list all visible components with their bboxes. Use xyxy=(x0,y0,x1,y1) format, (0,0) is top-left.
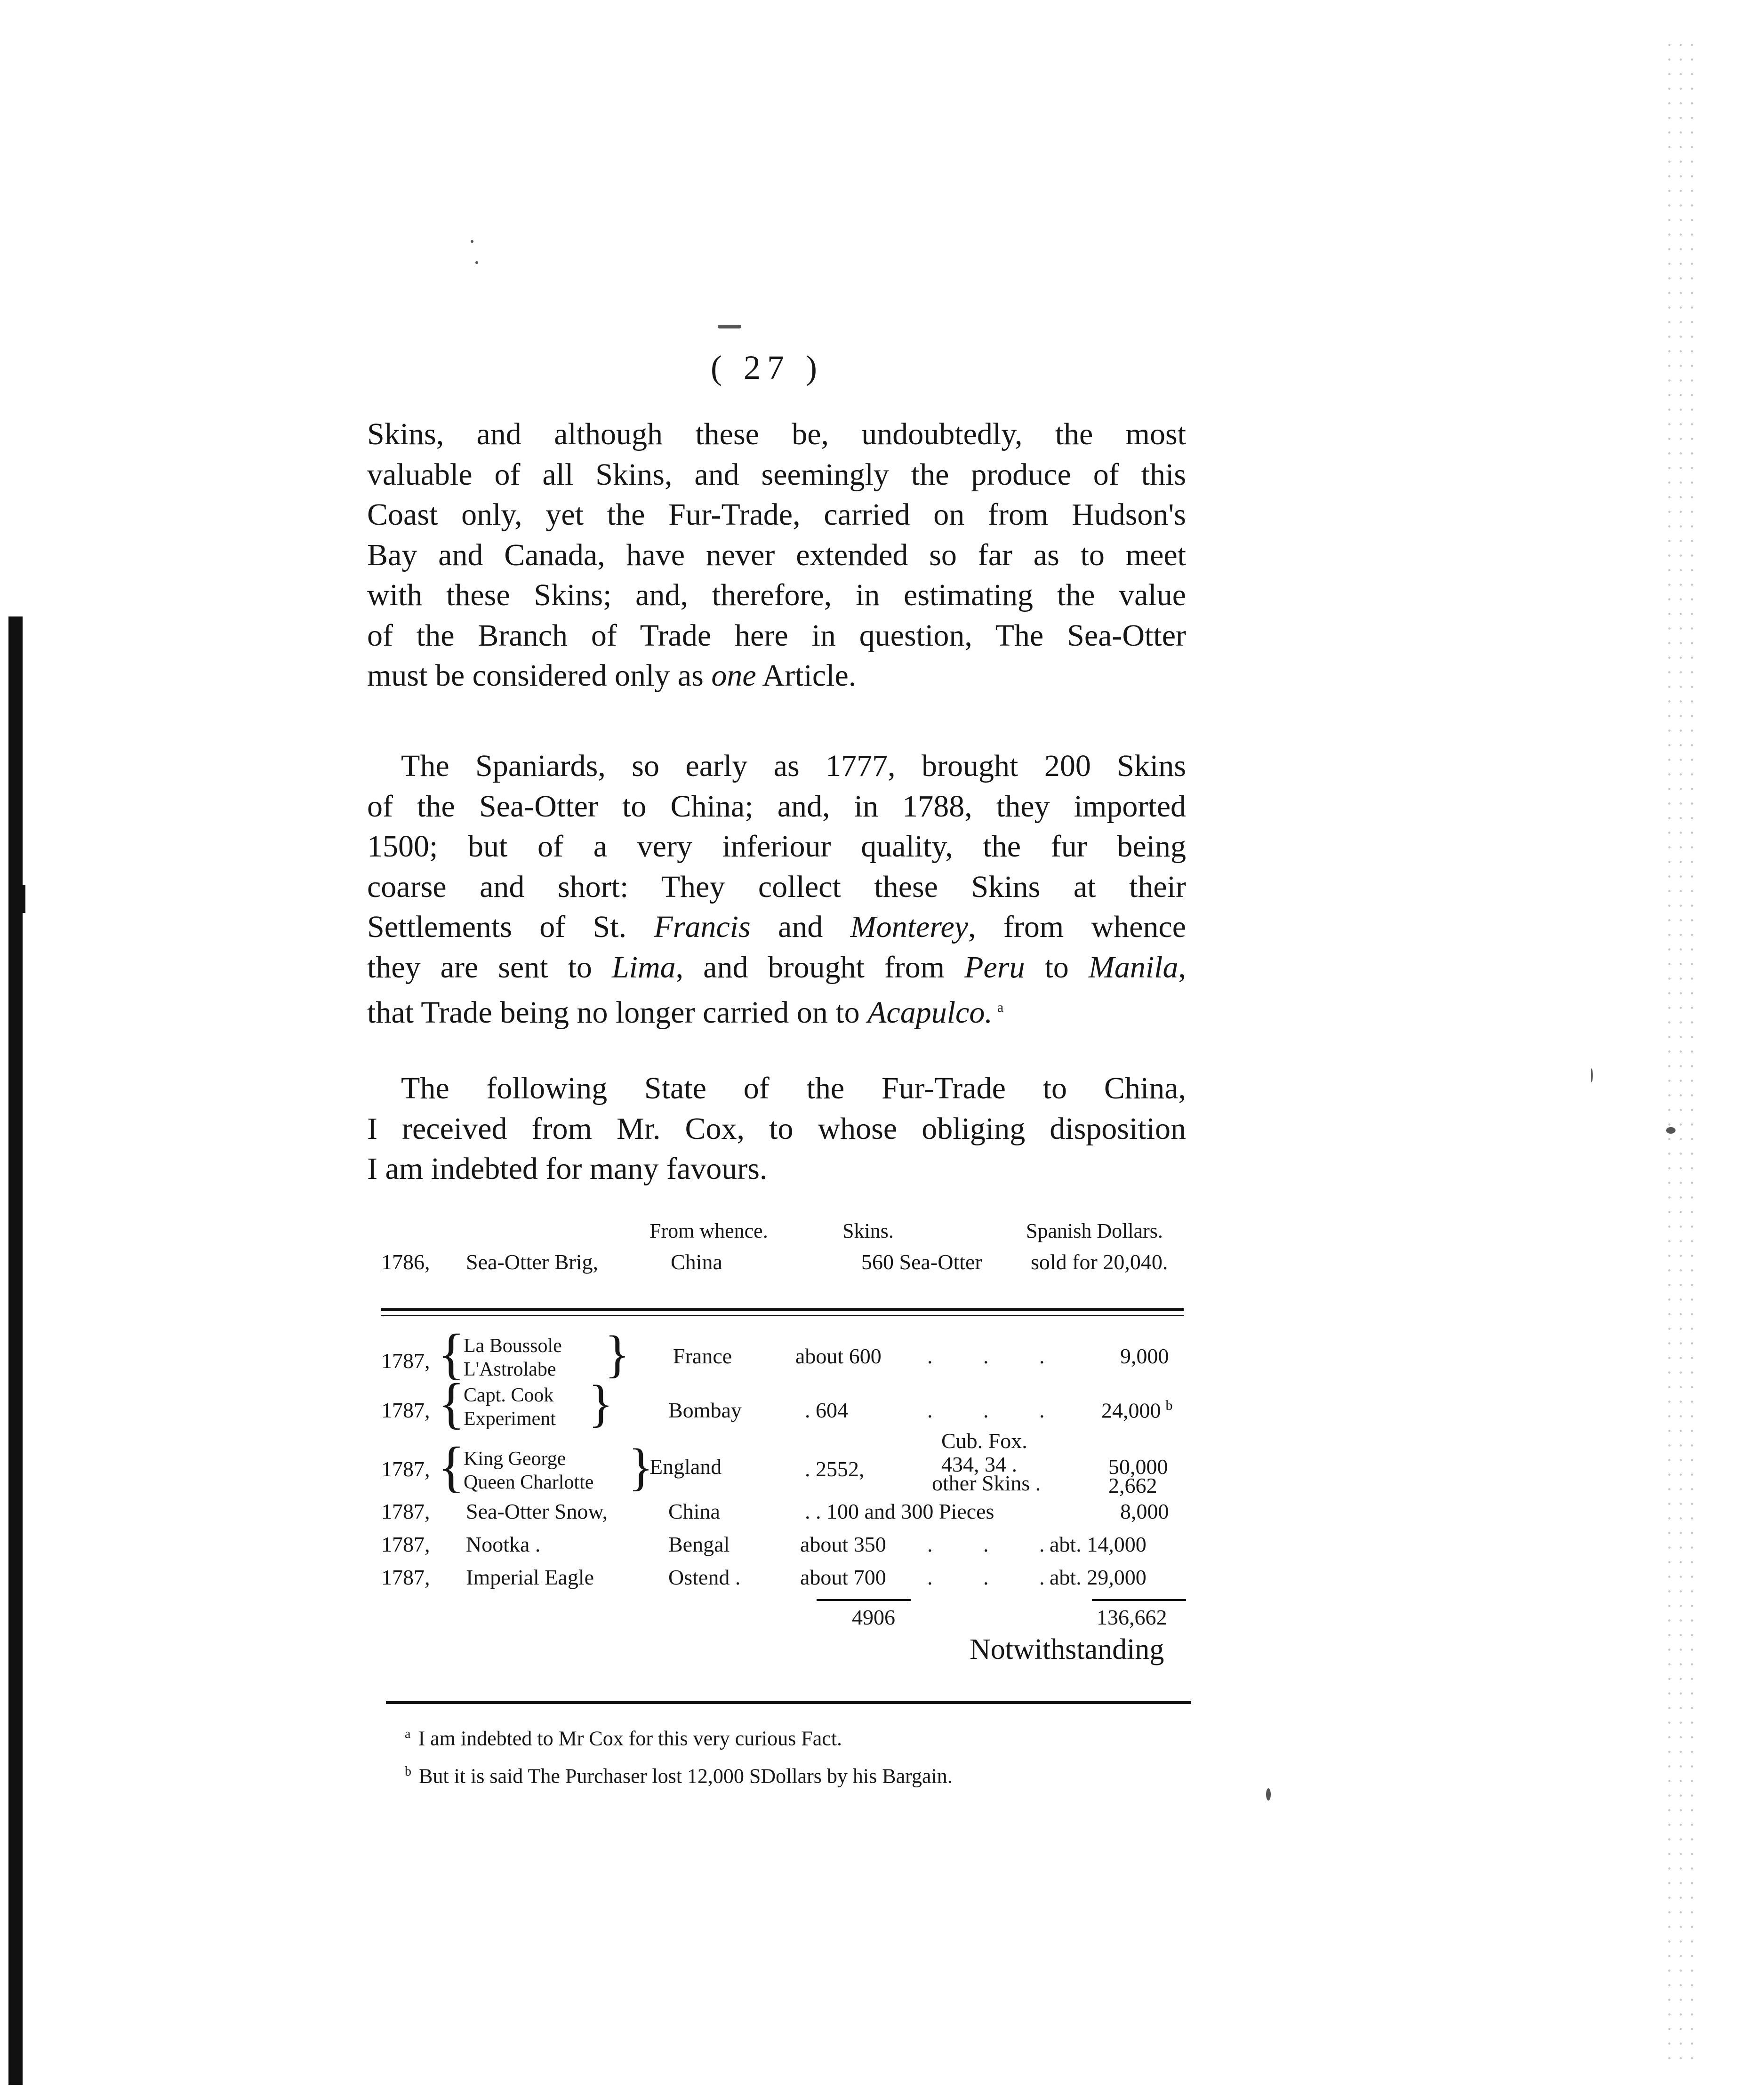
year: 1787, xyxy=(381,1532,430,1556)
left-brace: { xyxy=(438,1372,465,1434)
skins: about 700 xyxy=(800,1565,886,1589)
speck xyxy=(475,261,478,264)
text-line: I am indebted for many favours. xyxy=(367,1152,768,1186)
speck xyxy=(471,240,473,243)
speck xyxy=(1266,1788,1271,1801)
table-row xyxy=(381,1499,1191,1532)
skins: about 350 xyxy=(800,1532,886,1556)
dollars-total: 136,662 xyxy=(1097,1605,1167,1629)
from: China xyxy=(668,1499,720,1523)
vessel: L'Astrolabe xyxy=(464,1359,556,1380)
text-line: Coast only, yet the Fur-Trade, carried on from Hudson's xyxy=(367,497,1186,532)
paragraph-3 xyxy=(367,1068,1186,1189)
text-line xyxy=(367,947,1186,988)
catchword: Notwithstanding xyxy=(970,1633,1164,1665)
text-run: Settlements of St. xyxy=(367,910,654,944)
table-row-1786 xyxy=(381,1249,1191,1282)
footnote-ref: a xyxy=(997,1000,1004,1015)
footnote-text: I am indebted to Mr Cox for this very curious Fact. xyxy=(418,1727,842,1750)
text-line xyxy=(367,987,1186,1033)
left-brace: { xyxy=(438,1435,465,1498)
speck xyxy=(718,325,741,328)
table-row xyxy=(381,1565,1191,1598)
text-line: of the Branch of Trade here in question, The Sea-Otter xyxy=(367,618,1186,653)
text-line: Bay and Canada, have never extended so far as to meet xyxy=(367,537,1186,572)
footnote-ref: b xyxy=(1165,1398,1173,1413)
text-line: 1500; but of a very inferiour quality, the fur being xyxy=(367,829,1186,864)
footnotes xyxy=(405,1718,953,1793)
speck xyxy=(1591,1068,1593,1082)
text-line: The following State of the Fur-Trade to China, xyxy=(401,1071,1186,1105)
scan-edge-speckle xyxy=(1664,38,1697,2061)
vessel: King George xyxy=(464,1448,566,1470)
dollars: 8,000 xyxy=(1120,1499,1169,1523)
header-dollars: Spanish Dollars. xyxy=(1026,1219,1163,1242)
text-line: valuable of all Skins, and seemingly the produce of this xyxy=(367,457,1186,492)
table-row xyxy=(381,1532,1191,1565)
speck xyxy=(1666,1127,1676,1134)
footnote-mark: a xyxy=(405,1727,411,1741)
skins: . 604 xyxy=(805,1398,848,1422)
italic-word: one xyxy=(711,658,756,693)
paragraph-2 xyxy=(367,746,1186,1033)
year: 1787, xyxy=(381,1398,430,1422)
dollars: abt. 29,000 xyxy=(1050,1565,1147,1589)
table-double-rule xyxy=(381,1308,1184,1316)
skins: 560 Sea-Otter xyxy=(861,1250,982,1274)
left-brace: { xyxy=(438,1322,465,1385)
cub-fox-label: Cub. Fox. xyxy=(941,1429,1027,1453)
vessel-names xyxy=(442,1447,593,1494)
place-name: Francis xyxy=(654,910,751,944)
year: 1787, xyxy=(381,1349,430,1373)
scan-edge-bar xyxy=(8,616,23,2085)
year: 1787, xyxy=(381,1457,430,1481)
from: Bengal xyxy=(668,1532,730,1556)
text-line: The Spaniards, so early as 1777, brought 200 Skins xyxy=(401,749,1186,783)
year: 1786, xyxy=(381,1250,430,1274)
extra-skins: 434, 34 . xyxy=(941,1452,1017,1476)
text-line: Skins, and although these be, undoubtedly, the most xyxy=(367,417,1186,451)
text-run: Article. xyxy=(756,658,857,693)
table-row xyxy=(381,1322,1191,1386)
dollars: 9,000 xyxy=(1120,1344,1169,1368)
skins-total: 4906 xyxy=(852,1605,895,1629)
text-run: , and brought from xyxy=(675,950,965,984)
from: China xyxy=(671,1250,722,1274)
table-header xyxy=(381,1219,1191,1252)
dots: . . . xyxy=(927,1344,1067,1368)
skins-total-rule xyxy=(817,1599,911,1601)
vessel: La Boussole xyxy=(464,1335,562,1357)
footnote-rule xyxy=(386,1701,1191,1704)
dollars: sold for 20,040. xyxy=(1031,1250,1168,1274)
dollars-value: 24,000 xyxy=(1101,1398,1161,1423)
text-line: I received from Mr. Cox, to whose obliging disposition xyxy=(367,1111,1186,1146)
other-skins: other Skins . xyxy=(932,1471,1041,1495)
skins: . . 100 and 300 Pieces xyxy=(805,1499,994,1523)
dollars xyxy=(1101,1398,1173,1423)
footnote xyxy=(405,1755,953,1793)
text-line xyxy=(367,656,1186,696)
from: Ostend . xyxy=(668,1565,741,1589)
page-number: ( 27 ) xyxy=(711,349,824,386)
from: Bombay xyxy=(668,1398,742,1422)
text-run: and xyxy=(750,910,850,944)
vessel: Capt. Cook xyxy=(464,1385,554,1406)
text-run: , from whence xyxy=(968,910,1187,944)
footnote-text: But it is said The Purchaser lost 12,000 SDollars by his Bargain. xyxy=(419,1764,953,1788)
right-brace: } xyxy=(588,1375,613,1432)
footnote xyxy=(405,1718,953,1755)
text-run: they are sent to xyxy=(367,950,612,984)
text-line: coarse and short: They collect these Skins at their xyxy=(367,869,1186,904)
from: England xyxy=(649,1455,722,1479)
text-line xyxy=(367,907,1186,947)
year: 1787, xyxy=(381,1565,430,1589)
skins: . 2552, xyxy=(805,1457,865,1481)
dollars-total-rule xyxy=(1092,1599,1186,1601)
header-skins: Skins. xyxy=(842,1219,894,1242)
footnote-mark: b xyxy=(405,1764,411,1779)
vessel: Imperial Eagle xyxy=(466,1565,594,1589)
from: France xyxy=(673,1344,732,1368)
text-line: with these Skins; and, therefore, in estimating the value xyxy=(367,578,1186,612)
dollars: abt. 14,000 xyxy=(1050,1532,1147,1556)
vessel: Sea-Otter Snow, xyxy=(466,1499,608,1523)
place-name: Acapulco. xyxy=(867,995,993,1030)
place-name: Manila xyxy=(1088,950,1179,984)
vessel-group xyxy=(438,1435,594,1498)
scan-edge-mark xyxy=(19,885,25,913)
dollars: 50,000 xyxy=(1108,1455,1168,1479)
place-name: Monterey xyxy=(850,910,969,944)
text-run: that Trade being no longer carried on to xyxy=(367,995,868,1030)
place-name: Peru xyxy=(964,950,1025,984)
dollars-secondary: 2,662 xyxy=(1108,1473,1157,1497)
text-run: , xyxy=(1178,950,1186,984)
place-name: Lima xyxy=(611,950,676,984)
vessel: Experiment xyxy=(464,1408,556,1430)
right-brace: } xyxy=(628,1438,653,1496)
vessel: Queen Charlotte xyxy=(464,1472,594,1493)
vessel: Nootka . xyxy=(466,1532,541,1556)
vessel-group xyxy=(438,1372,556,1434)
right-brace: } xyxy=(605,1325,630,1383)
paragraph-1 xyxy=(367,414,1186,696)
vessel: Sea-Otter Brig, xyxy=(466,1250,599,1274)
text-line: of the Sea-Otter to China; and, in 1788, they imported xyxy=(367,789,1186,824)
dots: . . . xyxy=(927,1532,1067,1556)
year: 1787, xyxy=(381,1499,430,1523)
skins: about 600 xyxy=(795,1344,882,1368)
header-from: From whence. xyxy=(649,1219,768,1242)
dots: . . . xyxy=(927,1398,1067,1422)
table-row xyxy=(381,1372,1191,1435)
dots: . . . xyxy=(927,1565,1067,1589)
text-run: to xyxy=(1025,950,1089,984)
text-run: must be considered only as xyxy=(367,658,712,693)
table-row xyxy=(381,1428,1191,1499)
